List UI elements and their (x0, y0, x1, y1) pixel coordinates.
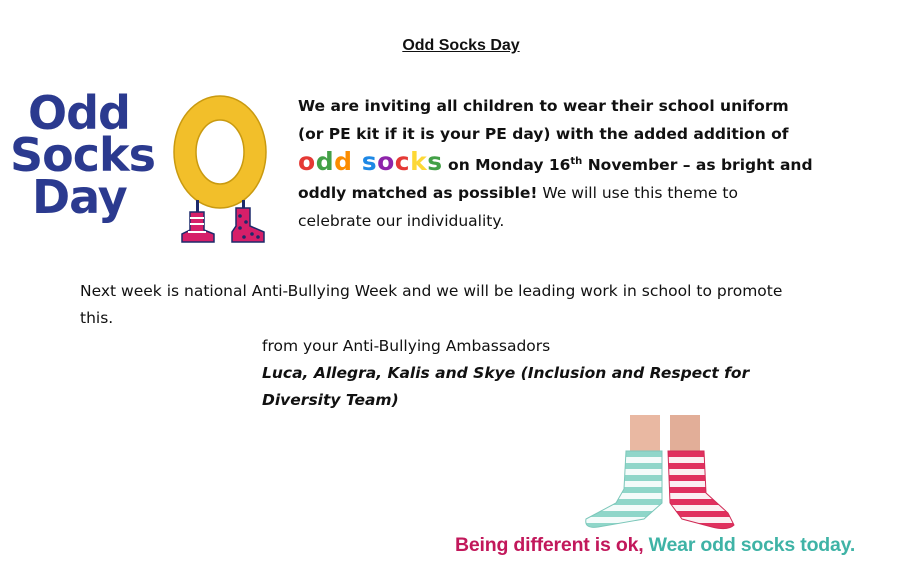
tagline-part-1: Being different is ok, (455, 534, 644, 556)
odd-socks-letter: s (361, 147, 378, 177)
logo-word-day: Day (32, 170, 127, 224)
date-suffix: th (570, 156, 583, 167)
odd-socks-letter: c (394, 147, 411, 177)
signoff-from: from your Anti-Bullying Ambassadors (262, 337, 551, 355)
odd-socks-letter: d (334, 147, 353, 177)
intro-line-4-bold: oddly matched as possible! (298, 184, 538, 203)
odd-socks-letter: o (377, 147, 395, 177)
tagline-part-2: Wear odd socks today. (643, 534, 856, 556)
intro-line-4-plain: We will use this theme to (537, 184, 738, 203)
logo-word-socks: Socks (10, 128, 155, 182)
logo-word-odd: Odd (28, 86, 130, 140)
odd-socks-letter: s (427, 147, 443, 177)
odd-socks-letter (353, 147, 362, 176)
intro-line-3b: November – as bright and (582, 156, 813, 175)
odd-socks-day-logo (10, 86, 280, 252)
odd-socks-letter: d (315, 147, 335, 177)
signoff-names: Luca, Allegra, Kalis and Skye (Inclusion and Respect for Diversity Team) (262, 364, 750, 409)
socks-tagline (455, 534, 855, 557)
odd-socks-letter: k (410, 147, 428, 177)
intro-line-5: celebrate our individuality. (298, 212, 505, 231)
odd-socks-rainbow-text (298, 147, 443, 176)
intro-line-2: (or PE kit if it is your PE day) with the added addition of (298, 125, 789, 143)
intro-line-1: We are inviting all children to wear their school uniform (298, 97, 789, 115)
intro-paragraph (298, 92, 858, 235)
anti-bullying-paragraph: Next week is national Anti-Bullying Week and we will be leading work in school to promote this. (80, 282, 783, 327)
intro-line-3a: on Monday 16 (442, 156, 571, 175)
logo-o-with-legs-icon (160, 92, 280, 252)
logo-wordmark (10, 86, 155, 224)
signoff-block (262, 333, 822, 414)
page-title: Odd Socks Day (402, 37, 520, 54)
odd-socks-letter: o (298, 147, 316, 177)
